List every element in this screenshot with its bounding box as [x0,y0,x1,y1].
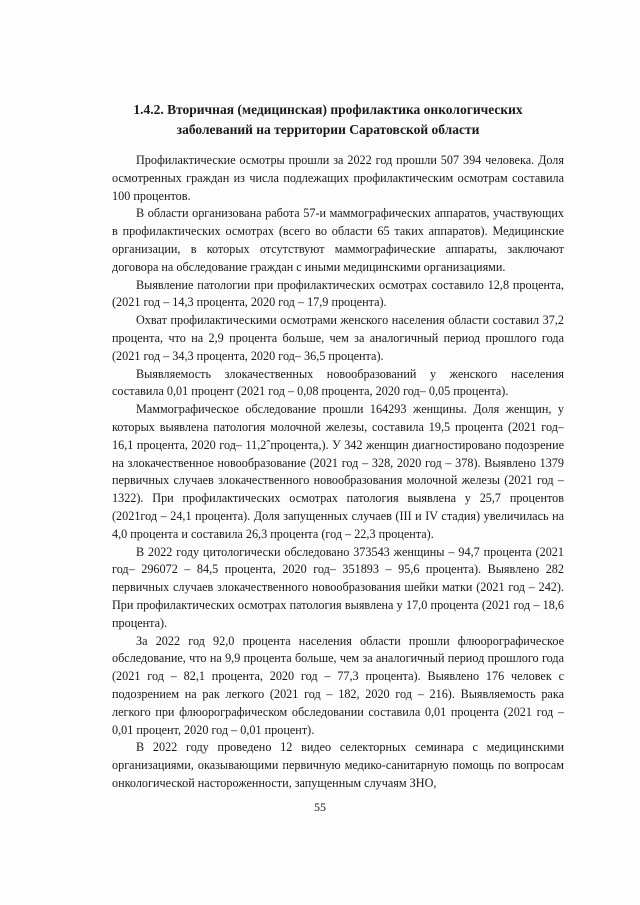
paragraph-female-malignancy-detection: Выявляемость злокачественных новообразований у женского населения составила 0,01 процент (2021 год – 0,08 процента, 2020 год– 0,05 процента). [112,366,564,399]
paragraph-mammography-exam: Маммографическое обследование прошли 164293 женщины. Доля женщин, у которых выявлена патология молочной железы, составила 19,5 процента (2021 год– 16,1 процента, 2020 год– 11,2ˆпроцента,). У 342 женщин диагностировано подозрение на злокачественное новообразование (2021 год – 328, 2020 год – 378). Выявлено 1379 первичных случаев злокачественного новообразования молочной железы (2021 год –1322). При профилактических осмотрах патология выявлена у 25,7 процентов (2021год – 24,1 процента). Доля запущенных случаев (III и IV стадия) увеличилась на 4,0 процента и составила 26,3 процента (год – 22,3 процента). [112,402,564,541]
section-heading [118,100,538,140]
page-number: 55 [314,800,326,814]
paragraph-cytology-exam: В 2022 году цитологически обследовано 373543 женщины – 94,7 процента (2021 год– 296072 – 84,5 процента, 2020 год– 351893 – 95,6 процента). Выявлено 282 первичных случаев злокачественного новообразования шейки матки (2021 год – 242). При профилактических осмотрах патология выявлена у 17,0 процента (2021 год – 18,6 процента). [112,544,564,630]
paragraph-female-coverage: Охват профилактическими осмотрами женского населения области составил 37,2 процента, что на 2,9 процента больше, чем за аналогичный период прошлого года (2021 год – 34,3 процента, 2020 год– 36,5 процента). [112,313,564,363]
paragraph-video-seminars: В 2022 году проведено 12 видео селекторных семинара с медицинскими организациями, оказывающими первичную медико-санитарную помощь по вопросам онкологической настороженности, запущенным случаям ЗНО, [112,740,564,790]
section-heading-line-2: заболеваний на территории Саратовской области [176,122,480,137]
paragraph-pathology-detection: Выявление патологии при профилактических осмотрах составило 12,8 процента, (2021 год – 14,3 процента, 2020 год – 17,9 процента). [112,277,564,310]
body-text [112,152,564,793]
paragraph-preventive-exams: Профилактические осмотры прошли за 2022 год прошли 507 394 человека. Доля осмотренных граждан из числа подлежащих профилактическим осмотрам составила 100 процентов. [112,153,564,203]
section-heading-line-1: 1.4.2. Вторичная (медицинская) профилактика онкологических [133,102,523,117]
paragraph-mammography-devices: В области организована работа 57-и маммографических аппаратов, участвующих в профилактических осмотрах (всего во области 65 таких аппаратов). Медицинские организации, в которых отсутствуют маммографические аппараты, заключают договора на обследование граждан с иными медицинскими организациями. [112,206,564,274]
paragraph-fluorography-exam: За 2022 год 92,0 процента населения области прошли флюорографическое обследование, что на 9,9 процента больше, чем за аналогичный период прошлого года (2021 год – 82,1 процента, 2020 год – 77,3 процента). Выявлено 176 человек с подозрением на рак легкого (2021 год – 182, 2020 год – 216). Выявляемость рака легкого при флюорографическом обследовании составила 0,01 процента (2021 год – 0,01 процент, 2020 год – 0,01 процент). [112,633,564,737]
